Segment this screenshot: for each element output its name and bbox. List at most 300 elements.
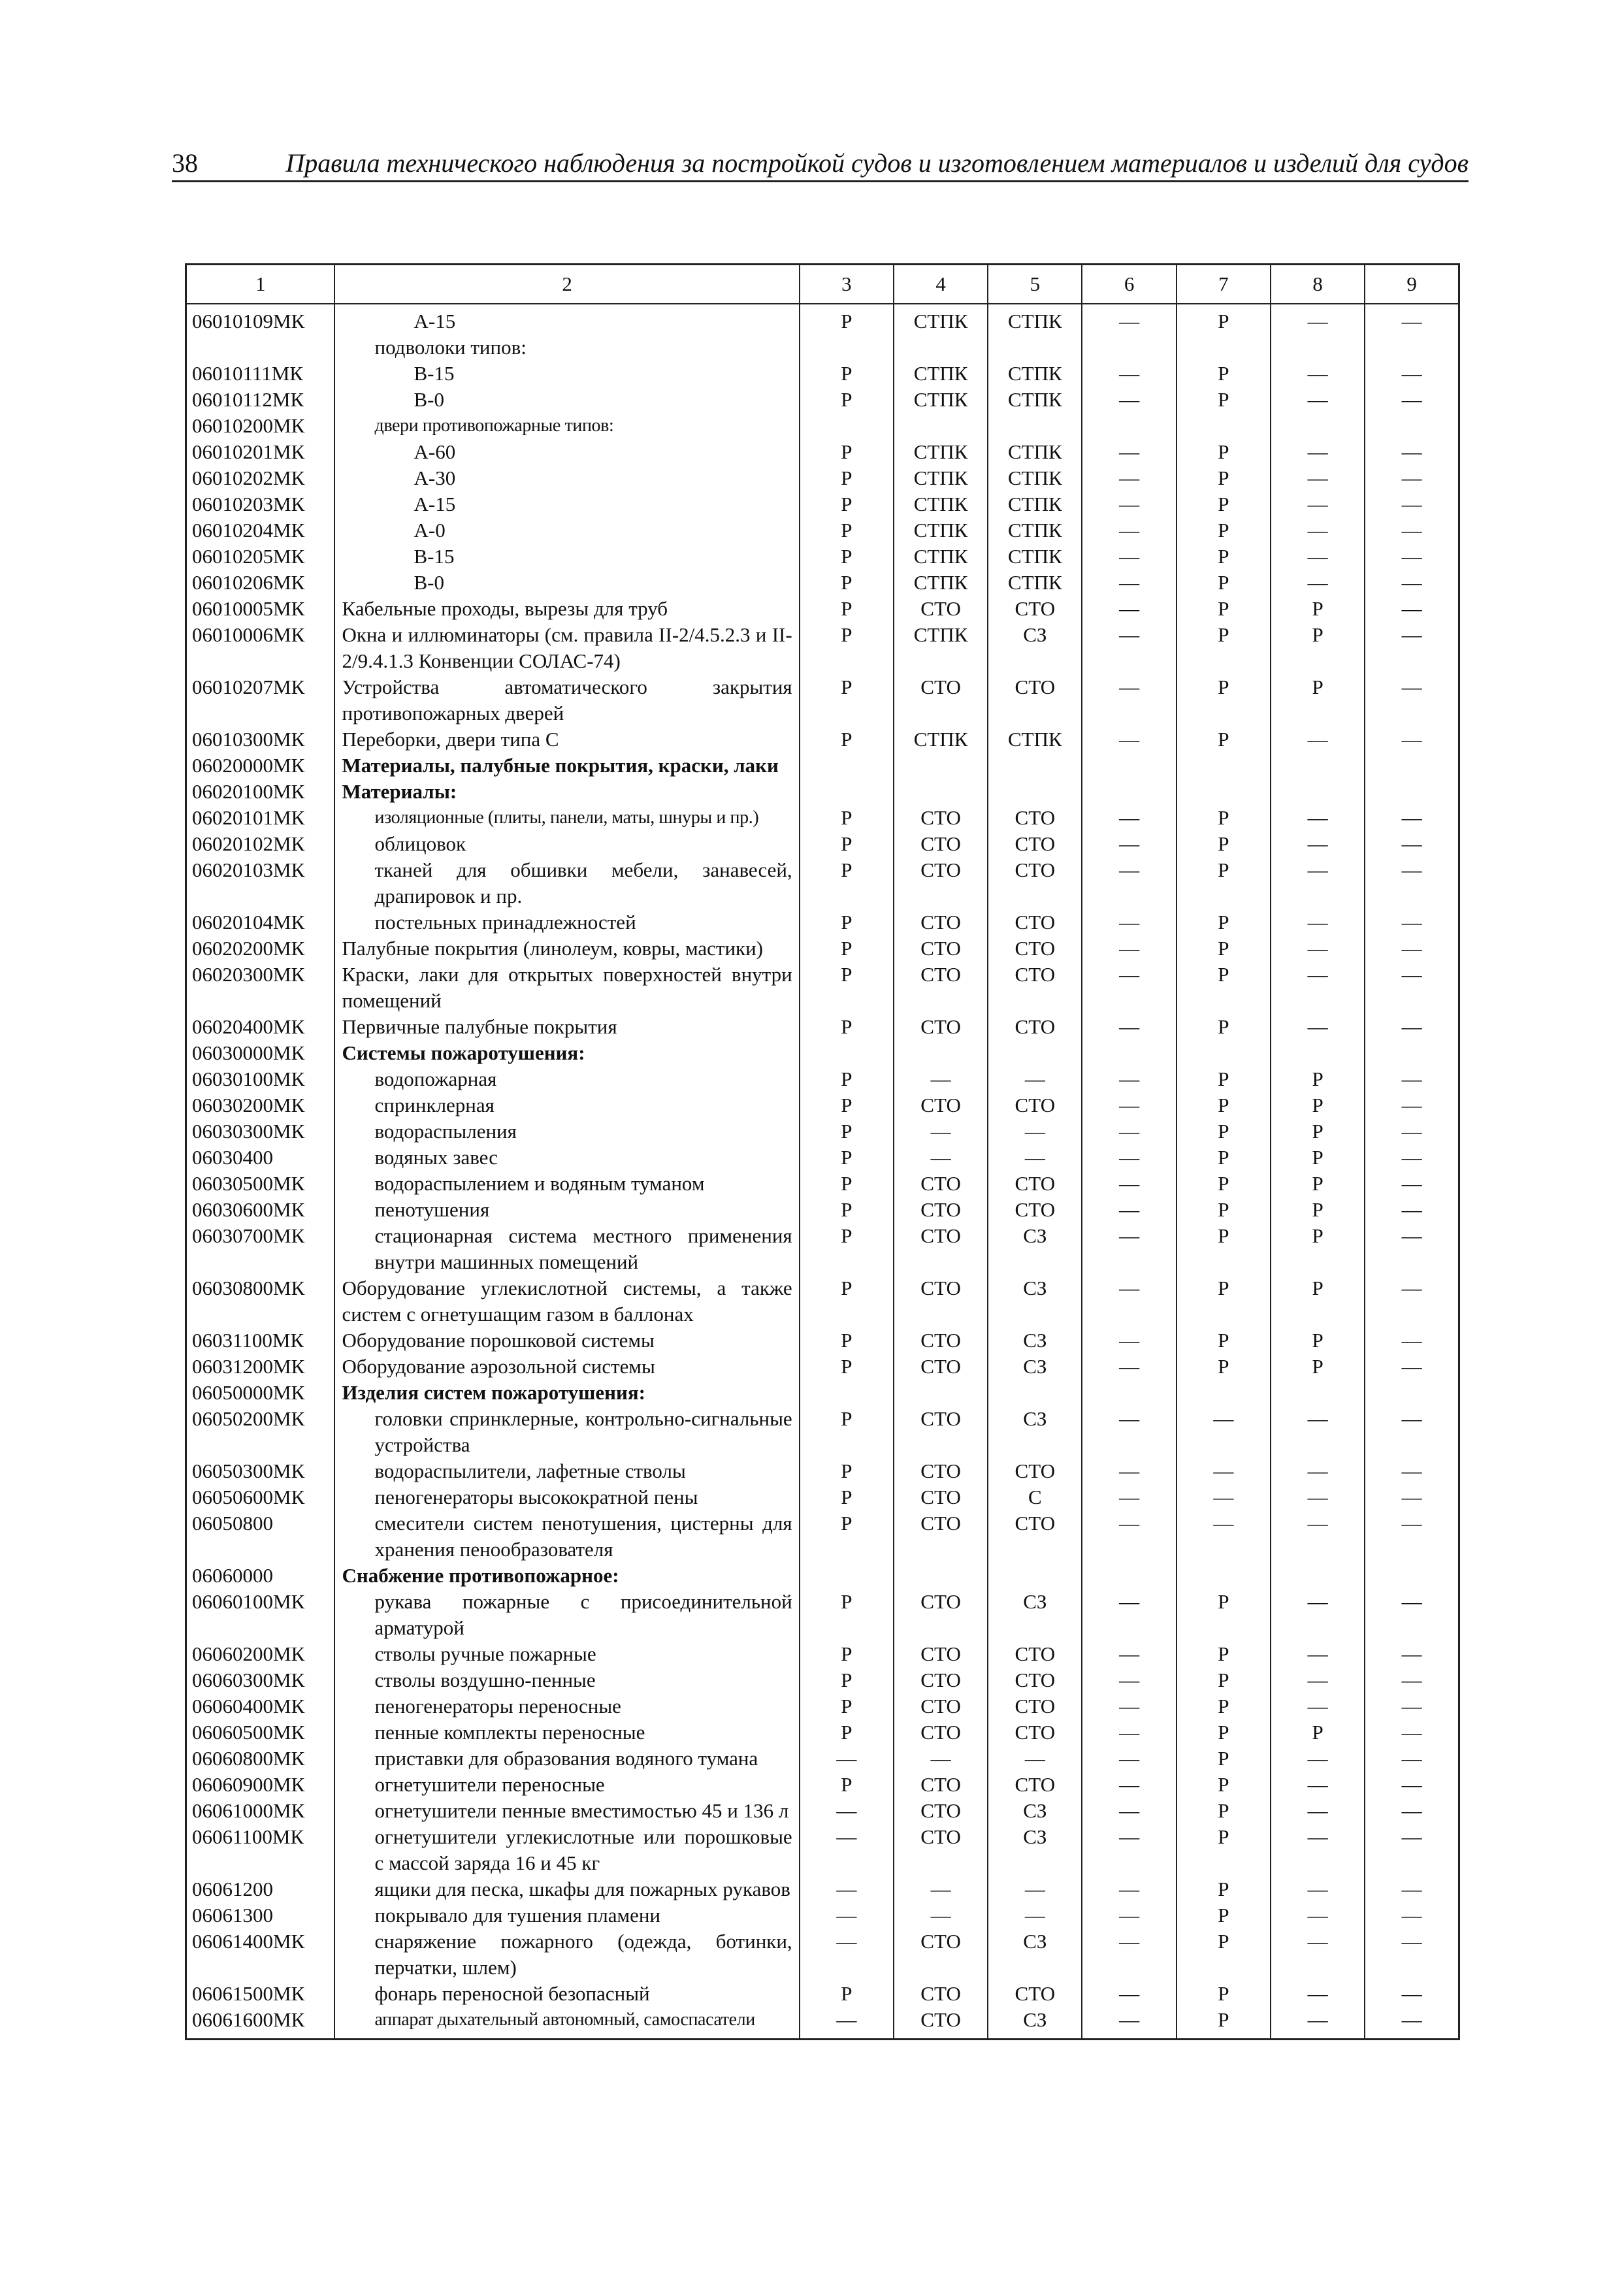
- row-value-col6: —: [1082, 1981, 1176, 2007]
- header-row: [186, 265, 1459, 304]
- row-value-col9: —: [1365, 962, 1459, 1014]
- table-row: [186, 1929, 1459, 1981]
- row-value-col9: —: [1365, 1641, 1459, 1667]
- row-code: 06030700МК: [186, 1223, 335, 1275]
- row-code: 06020103МК: [186, 857, 335, 909]
- row-value-col5: [988, 753, 1082, 779]
- row-value-col5: —: [988, 1902, 1082, 1929]
- row-value-col9: —: [1365, 1275, 1459, 1327]
- row-value-col7: Р: [1177, 1197, 1271, 1223]
- row-code: 06010203МК: [186, 491, 335, 517]
- row-value-col7: [1177, 779, 1271, 805]
- row-value-col6: —: [1082, 1014, 1176, 1040]
- row-value-col9: —: [1365, 1484, 1459, 1510]
- table-row: [186, 962, 1459, 1014]
- row-value-col9: —: [1365, 1171, 1459, 1197]
- row-value-col9: —: [1365, 1014, 1459, 1040]
- row-value-col4: СТО: [894, 1719, 988, 1746]
- row-value-col4: СТО: [894, 1458, 988, 1484]
- row-code: 06030500МК: [186, 1171, 335, 1197]
- row-name: Оборудование порошковой системы: [334, 1327, 799, 1354]
- row-value-col6: —: [1082, 1223, 1176, 1275]
- row-value-col9: —: [1365, 1589, 1459, 1641]
- row-code: 06061500МК: [186, 1981, 335, 2007]
- row-value-col7: Р: [1177, 1719, 1271, 1746]
- table-row: [186, 2007, 1459, 2040]
- row-name: ящики для песка, шкафы для пожарных рукавов: [334, 1876, 799, 1902]
- row-name: двери противопожарные типов:: [334, 413, 799, 439]
- table-row: [186, 909, 1459, 936]
- row-value-col3: Р: [800, 674, 894, 726]
- row-value-col3: Р: [800, 1693, 894, 1719]
- table-row: [186, 334, 1459, 361]
- row-value-col9: —: [1365, 622, 1459, 674]
- row-value-col6: [1082, 1563, 1176, 1589]
- page-header: [172, 144, 1469, 182]
- row-name: огнетушители пенные вместимостью 45 и 136 л: [334, 1798, 799, 1824]
- row-value-col7: Р: [1177, 962, 1271, 1014]
- row-value-col4: СТО: [894, 596, 988, 622]
- row-value-col6: —: [1082, 1641, 1176, 1667]
- table-row: [186, 622, 1459, 674]
- row-name: изоляционные (плиты, панели, маты, шнуры и пр.): [334, 805, 799, 831]
- column-header: 3: [800, 265, 894, 304]
- row-code: 06030100МК: [186, 1066, 335, 1092]
- row-value-col5: СТО: [988, 909, 1082, 936]
- row-value-col5: СТО: [988, 674, 1082, 726]
- row-value-col8: Р: [1271, 1223, 1365, 1275]
- row-value-col3: —: [800, 1746, 894, 1772]
- row-code: 06010201МК: [186, 439, 335, 465]
- row-value-col5: СТО: [988, 1510, 1082, 1563]
- row-value-col7: [1177, 1040, 1271, 1066]
- row-value-col8: —: [1271, 1798, 1365, 1824]
- row-value-col8: [1271, 334, 1365, 361]
- row-code: 06061100МК: [186, 1824, 335, 1876]
- column-header: 2: [334, 265, 799, 304]
- table-row: [186, 361, 1459, 387]
- row-value-col5: СТО: [988, 1458, 1082, 1484]
- row-value-col3: —: [800, 1798, 894, 1824]
- row-name: А-15: [334, 491, 799, 517]
- table-row: [186, 1066, 1459, 1092]
- row-code: 06020400МК: [186, 1014, 335, 1040]
- row-value-col9: —: [1365, 1929, 1459, 1981]
- row-value-col8: —: [1271, 1406, 1365, 1458]
- row-value-col5: СТО: [988, 805, 1082, 831]
- row-value-col9: —: [1365, 1327, 1459, 1354]
- row-value-col5: СЗ: [988, 1327, 1082, 1354]
- row-code: 06020300МК: [186, 962, 335, 1014]
- row-value-col6: —: [1082, 1798, 1176, 1824]
- row-value-col4: СТО: [894, 936, 988, 962]
- row-value-col8: —: [1271, 304, 1365, 334]
- row-value-col4: СТПК: [894, 361, 988, 387]
- row-value-col5: СЗ: [988, 1589, 1082, 1641]
- row-value-col7: Р: [1177, 1929, 1271, 1981]
- table-row: [186, 1197, 1459, 1223]
- row-value-col8: —: [1271, 909, 1365, 936]
- row-value-col4: СТО: [894, 1275, 988, 1327]
- row-name: покрывало для тушения пламени: [334, 1902, 799, 1929]
- row-name: спринклерная: [334, 1092, 799, 1118]
- row-value-col9: —: [1365, 831, 1459, 857]
- row-value-col5: СТО: [988, 1641, 1082, 1667]
- row-value-col8: —: [1271, 1641, 1365, 1667]
- row-value-col3: —: [800, 1876, 894, 1902]
- row-value-col4: СТПК: [894, 726, 988, 753]
- row-value-col4: —: [894, 1145, 988, 1171]
- column-header: 1: [186, 265, 335, 304]
- row-value-col8: Р: [1271, 596, 1365, 622]
- row-value-col9: —: [1365, 1719, 1459, 1746]
- row-value-col5: СТО: [988, 596, 1082, 622]
- row-code: 06010300МК: [186, 726, 335, 753]
- row-value-col6: —: [1082, 1197, 1176, 1223]
- row-name: огнетушители переносные: [334, 1772, 799, 1798]
- row-name: В-0: [334, 387, 799, 413]
- row-value-col6: [1082, 753, 1176, 779]
- row-name: облицовок: [334, 831, 799, 857]
- table-row: [186, 1458, 1459, 1484]
- row-value-col7: [1177, 334, 1271, 361]
- row-value-col8: Р: [1271, 674, 1365, 726]
- row-value-col5: СЗ: [988, 622, 1082, 674]
- row-name: В-15: [334, 361, 799, 387]
- row-value-col4: СТПК: [894, 570, 988, 596]
- row-value-col6: —: [1082, 1746, 1176, 1772]
- row-value-col3: Р: [800, 491, 894, 517]
- row-value-col3: Р: [800, 1484, 894, 1510]
- row-value-col4: [894, 1380, 988, 1406]
- row-value-col9: —: [1365, 1746, 1459, 1772]
- row-value-col6: —: [1082, 1589, 1176, 1641]
- row-code: [186, 334, 335, 361]
- row-name: Материалы, палубные покрытия, краски, лаки: [334, 753, 799, 779]
- row-value-col9: —: [1365, 1824, 1459, 1876]
- row-value-col7: Р: [1177, 1641, 1271, 1667]
- row-value-col4: СТО: [894, 1014, 988, 1040]
- row-value-col8: [1271, 1040, 1365, 1066]
- row-value-col5: СТПК: [988, 439, 1082, 465]
- row-value-col3: Р: [800, 1719, 894, 1746]
- row-code: 06010006МК: [186, 622, 335, 674]
- row-name: В-15: [334, 544, 799, 570]
- row-value-col3: [800, 334, 894, 361]
- row-value-col8: —: [1271, 1824, 1365, 1876]
- row-value-col3: —: [800, 2007, 894, 2040]
- row-value-col4: СТО: [894, 1197, 988, 1223]
- row-value-col8: —: [1271, 936, 1365, 962]
- row-value-col3: Р: [800, 1171, 894, 1197]
- row-value-col5: СТПК: [988, 304, 1082, 334]
- row-value-col3: —: [800, 1929, 894, 1981]
- row-code: 06031100МК: [186, 1327, 335, 1354]
- row-value-col8: —: [1271, 570, 1365, 596]
- row-value-col6: —: [1082, 1876, 1176, 1902]
- row-name: водяных завес: [334, 1145, 799, 1171]
- row-value-col8: Р: [1271, 1275, 1365, 1327]
- row-value-col3: Р: [800, 1406, 894, 1458]
- row-name: пенотушения: [334, 1197, 799, 1223]
- table-row: [186, 1223, 1459, 1275]
- row-value-col7: Р: [1177, 1327, 1271, 1354]
- row-value-col6: [1082, 413, 1176, 439]
- row-value-col8: —: [1271, 1667, 1365, 1693]
- row-value-col9: —: [1365, 726, 1459, 753]
- row-value-col6: —: [1082, 439, 1176, 465]
- row-code: 06060500МК: [186, 1719, 335, 1746]
- row-value-col4: СТПК: [894, 439, 988, 465]
- row-value-col3: Р: [800, 1092, 894, 1118]
- row-value-col8: —: [1271, 1902, 1365, 1929]
- row-value-col5: СТПК: [988, 570, 1082, 596]
- row-value-col6: —: [1082, 1275, 1176, 1327]
- row-value-col4: СТО: [894, 1484, 988, 1510]
- table-row: [186, 1014, 1459, 1040]
- table-row: [186, 1092, 1459, 1118]
- row-value-col6: —: [1082, 909, 1176, 936]
- table-row: [186, 805, 1459, 831]
- row-value-col3: Р: [800, 726, 894, 753]
- row-name: Снабжение противопожарное:: [334, 1563, 799, 1589]
- row-value-col7: Р: [1177, 831, 1271, 857]
- row-value-col7: Р: [1177, 726, 1271, 753]
- row-value-col4: СТО: [894, 1171, 988, 1197]
- table-row: [186, 1667, 1459, 1693]
- row-value-col8: —: [1271, 361, 1365, 387]
- row-value-col8: —: [1271, 2007, 1365, 2040]
- row-value-col4: СТПК: [894, 465, 988, 491]
- row-value-col8: —: [1271, 1772, 1365, 1798]
- row-value-col6: [1082, 1040, 1176, 1066]
- row-value-col7: [1177, 1380, 1271, 1406]
- row-name: стволы воздушно-пенные: [334, 1667, 799, 1693]
- row-value-col9: —: [1365, 1667, 1459, 1693]
- row-value-col7: Р: [1177, 1014, 1271, 1040]
- row-value-col5: [988, 334, 1082, 361]
- row-name: Краски, лаки для открытых поверхностей внутри помещений: [334, 962, 799, 1014]
- row-value-col3: Р: [800, 1014, 894, 1040]
- row-value-col9: —: [1365, 1693, 1459, 1719]
- row-value-col8: —: [1271, 1589, 1365, 1641]
- row-value-col4: [894, 1040, 988, 1066]
- row-value-col6: —: [1082, 805, 1176, 831]
- row-name: Изделия систем пожаротушения:: [334, 1380, 799, 1406]
- row-value-col8: Р: [1271, 1197, 1365, 1223]
- requirements-table: [185, 263, 1460, 2040]
- row-value-col9: —: [1365, 2007, 1459, 2040]
- row-value-col8: Р: [1271, 1066, 1365, 1092]
- row-value-col6: —: [1082, 1510, 1176, 1563]
- row-value-col5: СЗ: [988, 1275, 1082, 1327]
- table-row: [186, 726, 1459, 753]
- row-value-col5: [988, 1563, 1082, 1589]
- row-name: стационарная система местного применения внутри машинных помещений: [334, 1223, 799, 1275]
- table-body: [186, 304, 1459, 2040]
- row-value-col8: —: [1271, 857, 1365, 909]
- row-value-col3: [800, 1380, 894, 1406]
- row-value-col8: Р: [1271, 1145, 1365, 1171]
- table-row: [186, 1380, 1459, 1406]
- row-value-col6: —: [1082, 1066, 1176, 1092]
- row-value-col3: [800, 1040, 894, 1066]
- row-code: 06060200МК: [186, 1641, 335, 1667]
- table-row: [186, 1510, 1459, 1563]
- row-value-col6: —: [1082, 2007, 1176, 2040]
- row-value-col3: Р: [800, 387, 894, 413]
- row-value-col4: СТО: [894, 1510, 988, 1563]
- row-name: А-30: [334, 465, 799, 491]
- row-name: приставки для образования водяного тумана: [334, 1746, 799, 1772]
- row-value-col8: —: [1271, 1981, 1365, 2007]
- row-value-col7: Р: [1177, 1824, 1271, 1876]
- row-value-col7: —: [1177, 1406, 1271, 1458]
- row-value-col9: —: [1365, 1145, 1459, 1171]
- row-value-col8: [1271, 1380, 1365, 1406]
- row-value-col9: —: [1365, 909, 1459, 936]
- row-value-col7: Р: [1177, 1902, 1271, 1929]
- row-code: 06030800МК: [186, 1275, 335, 1327]
- row-value-col4: СТО: [894, 1589, 988, 1641]
- row-name: водораспылением и водяным туманом: [334, 1171, 799, 1197]
- row-value-col7: Р: [1177, 1145, 1271, 1171]
- table-row: [186, 1406, 1459, 1458]
- row-value-col6: —: [1082, 1145, 1176, 1171]
- row-value-col9: —: [1365, 1798, 1459, 1824]
- row-value-col5: СТО: [988, 1092, 1082, 1118]
- row-value-col3: Р: [800, 1327, 894, 1354]
- row-value-col8: Р: [1271, 622, 1365, 674]
- row-name: Палубные покрытия (линолеум, ковры, мастики): [334, 936, 799, 962]
- row-value-col9: —: [1365, 1458, 1459, 1484]
- row-value-col8: —: [1271, 1014, 1365, 1040]
- row-value-col8: [1271, 1563, 1365, 1589]
- row-value-col4: [894, 779, 988, 805]
- row-code: 06010207МК: [186, 674, 335, 726]
- row-value-col4: СТО: [894, 1092, 988, 1118]
- row-code: 06061000МК: [186, 1798, 335, 1824]
- row-value-col7: Р: [1177, 596, 1271, 622]
- row-value-col8: —: [1271, 465, 1365, 491]
- row-value-col8: [1271, 779, 1365, 805]
- row-value-col3: Р: [800, 596, 894, 622]
- column-header: 9: [1365, 265, 1459, 304]
- row-code: 06010109МК: [186, 304, 335, 334]
- row-value-col7: Р: [1177, 517, 1271, 544]
- row-name: постельных принадлежностей: [334, 909, 799, 936]
- row-value-col6: —: [1082, 304, 1176, 334]
- table-row: [186, 304, 1459, 334]
- row-value-col8: Р: [1271, 1171, 1365, 1197]
- row-code: 06061600МК: [186, 2007, 335, 2040]
- column-header: 5: [988, 265, 1082, 304]
- column-header: 4: [894, 265, 988, 304]
- row-value-col8: —: [1271, 1929, 1365, 1981]
- row-value-col5: СТО: [988, 1693, 1082, 1719]
- row-value-col6: —: [1082, 831, 1176, 857]
- row-value-col9: —: [1365, 1876, 1459, 1902]
- row-value-col3: Р: [800, 1641, 894, 1667]
- row-value-col3: Р: [800, 544, 894, 570]
- row-name: головки спринклерные, контрольно-сигнальные устройства: [334, 1406, 799, 1458]
- table-row: [186, 1563, 1459, 1589]
- row-value-col4: СТО: [894, 1981, 988, 2007]
- table-row: [186, 517, 1459, 544]
- row-value-col7: Р: [1177, 465, 1271, 491]
- row-name: Переборки, двери типа С: [334, 726, 799, 753]
- row-value-col3: [800, 413, 894, 439]
- row-code: 06031200МК: [186, 1354, 335, 1380]
- row-code: 06061400МК: [186, 1929, 335, 1981]
- row-name: водораспылители, лафетные стволы: [334, 1458, 799, 1484]
- row-value-col5: [988, 779, 1082, 805]
- table-row: [186, 465, 1459, 491]
- row-name: Оборудование углекислотной системы, а также систем с огнетушащим газом в баллонах: [334, 1275, 799, 1327]
- row-name: А-15: [334, 304, 799, 334]
- row-value-col5: —: [988, 1066, 1082, 1092]
- row-value-col7: Р: [1177, 1981, 1271, 2007]
- table-row: [186, 1693, 1459, 1719]
- row-value-col9: —: [1365, 1902, 1459, 1929]
- row-value-col7: Р: [1177, 1066, 1271, 1092]
- row-code: 06050600МК: [186, 1484, 335, 1510]
- row-value-col9: —: [1365, 1354, 1459, 1380]
- table-row: [186, 596, 1459, 622]
- row-code: 06060300МК: [186, 1667, 335, 1693]
- row-value-col6: —: [1082, 1406, 1176, 1458]
- row-value-col5: —: [988, 1876, 1082, 1902]
- row-value-col6: —: [1082, 491, 1176, 517]
- row-value-col7: Р: [1177, 1092, 1271, 1118]
- row-value-col4: СТО: [894, 1693, 988, 1719]
- row-value-col9: —: [1365, 1197, 1459, 1223]
- row-value-col5: СТПК: [988, 387, 1082, 413]
- row-value-col3: Р: [800, 936, 894, 962]
- row-value-col6: —: [1082, 726, 1176, 753]
- row-name: смесители систем пенотушения, цистерны для хранения пенообразователя: [334, 1510, 799, 1563]
- row-value-col7: Р: [1177, 674, 1271, 726]
- row-value-col6: —: [1082, 387, 1176, 413]
- row-value-col5: СТПК: [988, 465, 1082, 491]
- column-header: 8: [1271, 265, 1365, 304]
- row-value-col7: Р: [1177, 1589, 1271, 1641]
- row-value-col5: СТО: [988, 831, 1082, 857]
- row-name: снаряжение пожарного (одежда, ботинки, перчатки, шлем): [334, 1929, 799, 1981]
- row-value-col8: Р: [1271, 1118, 1365, 1145]
- row-value-col3: Р: [800, 1118, 894, 1145]
- table-row: [186, 1484, 1459, 1510]
- row-value-col9: —: [1365, 570, 1459, 596]
- row-name: аппарат дыхательный автономный, самоспасатели: [334, 2007, 799, 2040]
- row-value-col3: Р: [800, 1197, 894, 1223]
- row-name: А-0: [334, 517, 799, 544]
- row-value-col6: —: [1082, 1354, 1176, 1380]
- row-value-col5: СТО: [988, 936, 1082, 962]
- row-code: 06030200МК: [186, 1092, 335, 1118]
- row-value-col7: Р: [1177, 1693, 1271, 1719]
- row-value-col8: Р: [1271, 1354, 1365, 1380]
- row-value-col3: [800, 779, 894, 805]
- row-value-col7: Р: [1177, 570, 1271, 596]
- row-value-col3: Р: [800, 1145, 894, 1171]
- row-value-col5: СЗ: [988, 1824, 1082, 1876]
- row-value-col6: —: [1082, 962, 1176, 1014]
- row-value-col7: [1177, 1563, 1271, 1589]
- table-row: [186, 1746, 1459, 1772]
- row-value-col7: Р: [1177, 544, 1271, 570]
- row-value-col5: СТО: [988, 1197, 1082, 1223]
